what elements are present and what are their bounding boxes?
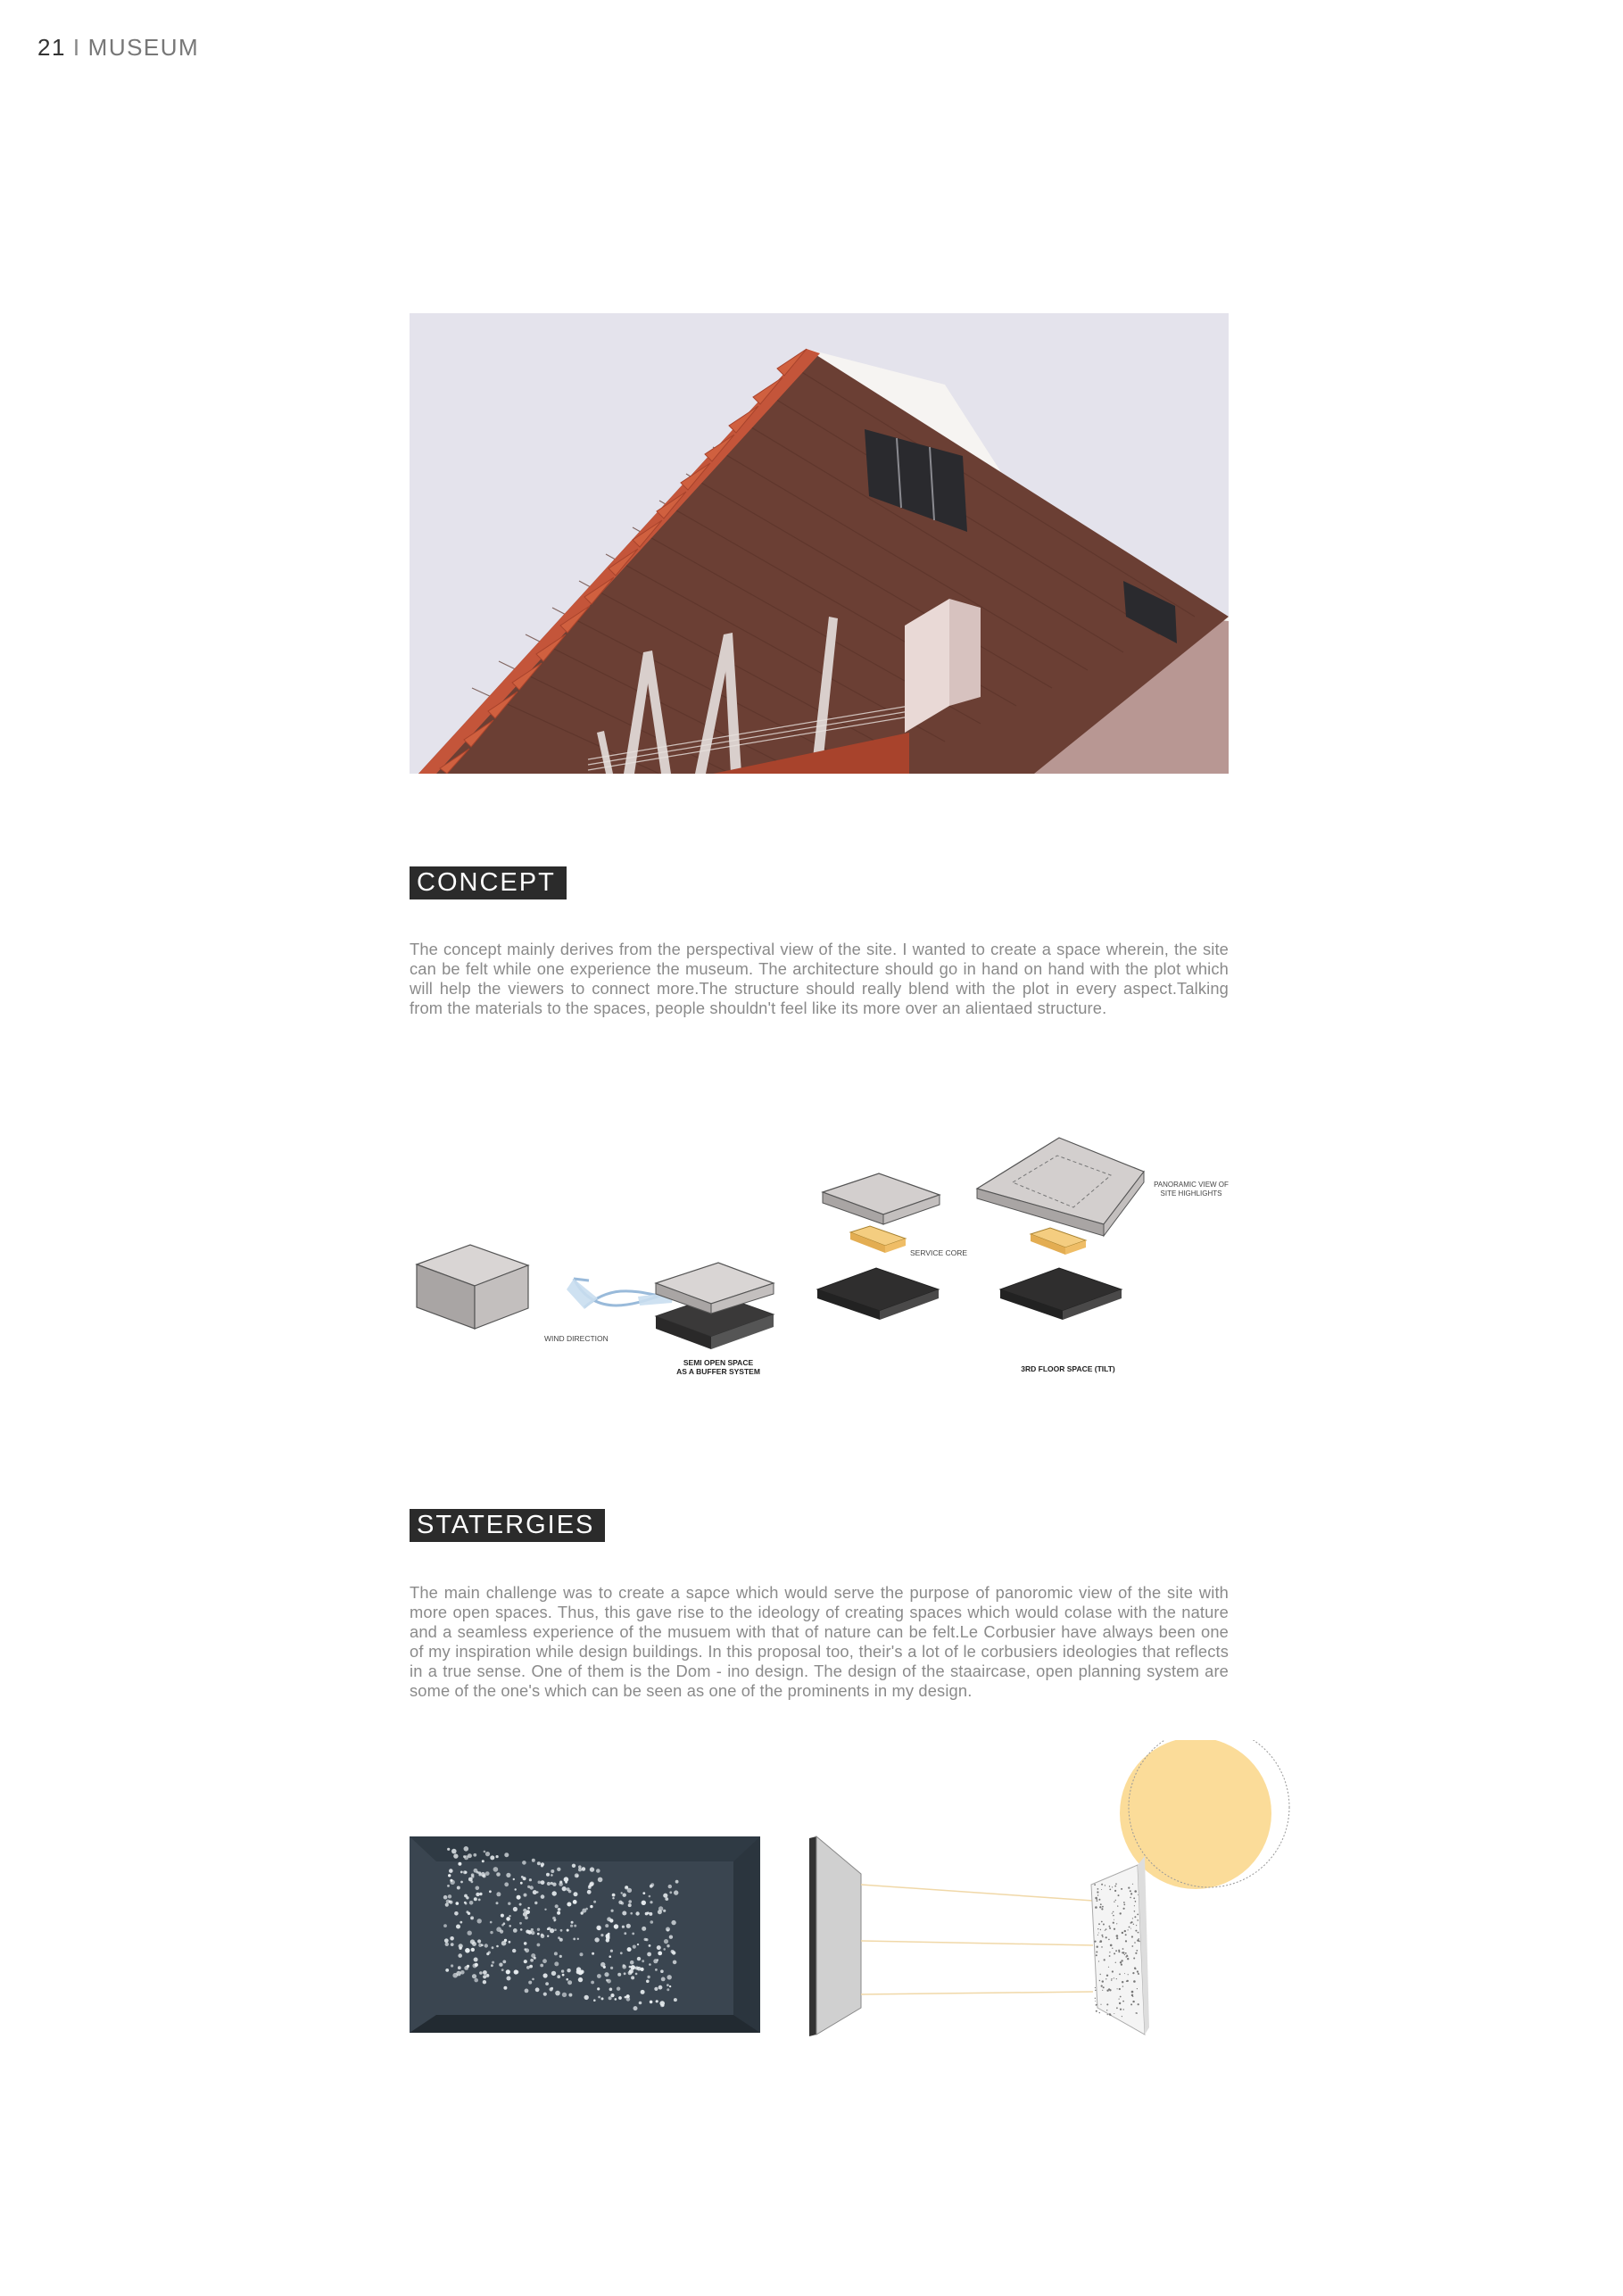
tilted-floor-stack: [977, 1138, 1144, 1320]
page-number: 21: [37, 34, 66, 61]
label-panoramic-2: SITE HIGHLIGHTS: [1160, 1189, 1222, 1198]
label-wind-direction: WIND DIRECTION: [544, 1334, 609, 1343]
label-semi-open-2: AS A BUFFER SYSTEM: [676, 1367, 760, 1376]
light-panel-diagram: [807, 1740, 1298, 2043]
header-separator: I: [72, 34, 81, 61]
strategies-paragraph: The main challenge was to create a sapce which would serve the purpose of panoromic view of the site with more open spaces. Thus, this gave rise to the ideology of creating spaces which would colase with the nature and a seamless experience of the musuem with that of nature can be felt.Le Corbusier have always been one of my inspiration while design buildings. In this proposal too, their's a lot of le corbusiers ideologies that reflects in a true sense. One of them is the Dom - ino design. The design of the staaircase, open planning system are some of the one's which can be seen as one of the prominents in my design.: [410, 1583, 1229, 1701]
massing-box: [417, 1245, 528, 1329]
service-core-stack: [817, 1173, 940, 1320]
page-header: [37, 34, 199, 62]
header-section-title: MUSEUM: [87, 34, 200, 61]
label-service-core: SERVICE CORE: [910, 1248, 968, 1257]
concept-paragraph: The concept mainly derives from the perspectival view of the site. I wanted to create a space wherein, the site can be felt while one experience the museum. The architecture should go in hand on hand with the plot which will help the viewers to connect more.The structure should really blend with the plot in every aspect.Talking from the materials to the spaces, people shouldn't feel like its more over an alientaed structure.: [410, 940, 1229, 1018]
label-semi-open-1: SEMI OPEN SPACE: [683, 1358, 754, 1367]
hero-building-photo: [410, 313, 1229, 774]
concept-heading: CONCEPT: [410, 866, 567, 899]
perforated-wall-render: [410, 1836, 760, 2033]
strategies-heading: STATERGIES: [410, 1509, 605, 1542]
semi-open-massing: [656, 1263, 774, 1349]
concept-massing-diagram: [406, 1120, 1245, 1388]
label-third-floor: 3RD FLOOR SPACE (TILT): [1021, 1364, 1115, 1373]
label-panoramic-1: PANORAMIC VIEW OF: [1154, 1181, 1229, 1189]
